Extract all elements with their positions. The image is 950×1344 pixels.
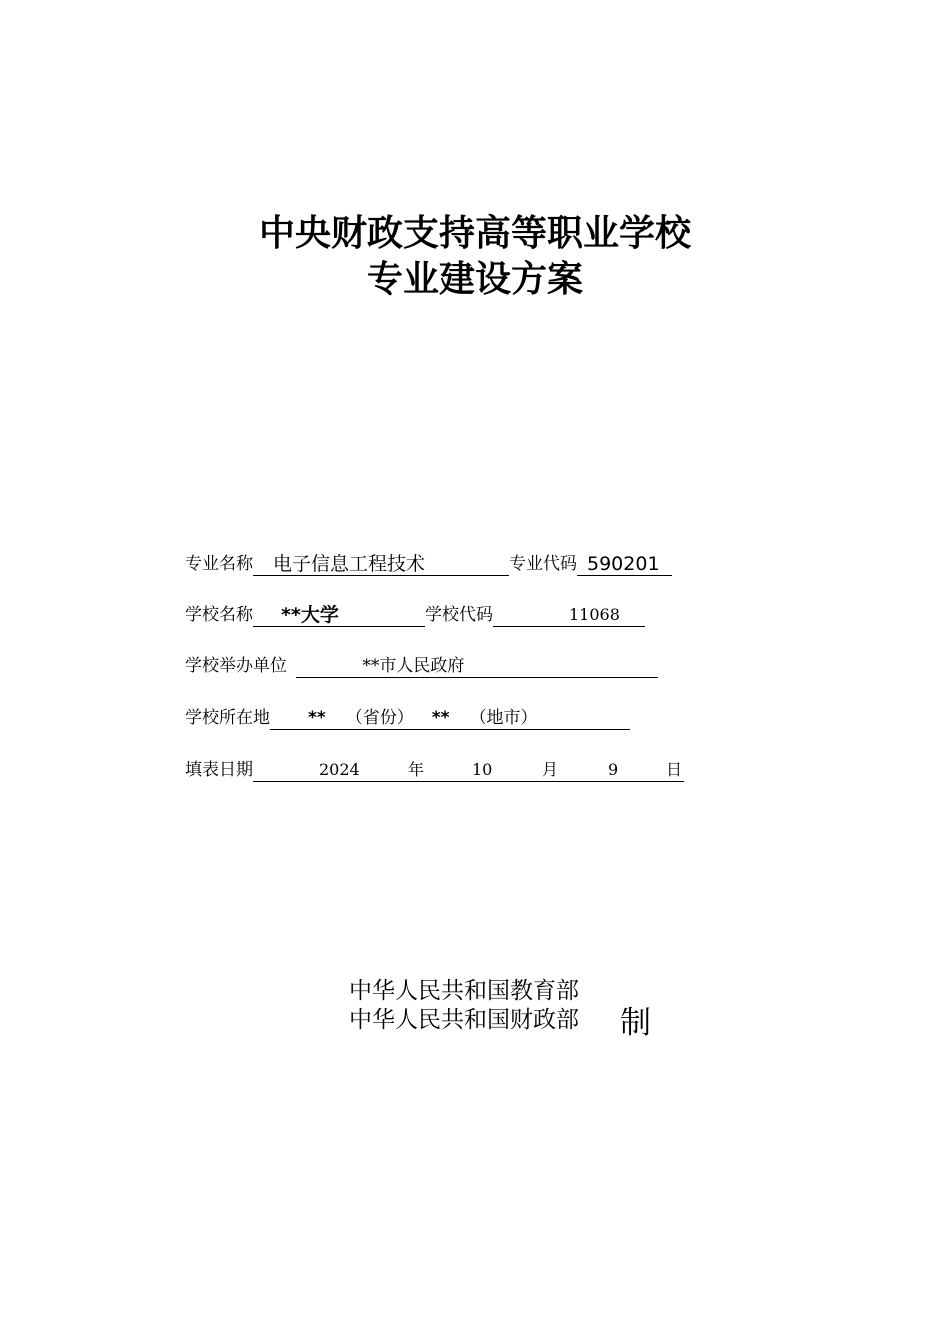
province-unit: （省份）	[345, 708, 414, 728]
location-label: 学校所在地	[185, 708, 270, 728]
month-unit: 月	[542, 760, 559, 779]
major-name-label: 专业名称	[185, 554, 253, 574]
city-unit: （地市）	[469, 708, 538, 728]
sponsor-value: **市人民政府	[362, 656, 465, 676]
province-value: **	[308, 708, 326, 728]
school-code-label: 学校代码	[425, 605, 493, 625]
document-title-line-1: 中央财政支持高等职业学校	[258, 212, 691, 254]
location-row	[185, 706, 630, 730]
sponsor-field	[296, 655, 658, 678]
school-code-value: 11068	[569, 605, 620, 624]
location-field	[270, 707, 630, 730]
major-code-label: 专业代码	[509, 554, 577, 574]
date-label: 填表日期	[185, 760, 253, 780]
city-value: **	[431, 708, 450, 728]
date-row	[185, 758, 684, 782]
issuer-suffix: 制	[620, 1005, 651, 1041]
school-name-value: **大学	[281, 604, 339, 626]
issuer-line-2: 中华人民共和国财政部	[349, 1007, 579, 1033]
school-row	[185, 603, 645, 627]
year-value: 2024	[319, 760, 360, 779]
major-name-value: 电子信息工程技术	[273, 553, 426, 575]
month-value: 10	[472, 760, 493, 779]
major-code-value: 590201	[587, 553, 660, 575]
major-name-field	[253, 553, 509, 576]
major-code-field	[577, 553, 672, 576]
school-code-field	[493, 604, 645, 627]
day-value: 9	[608, 760, 619, 779]
date-field	[253, 759, 684, 782]
school-name-label: 学校名称	[185, 605, 253, 625]
sponsor-row	[185, 654, 658, 678]
major-row	[185, 552, 672, 576]
document-title-line-2: 专业建设方案	[366, 258, 583, 300]
sponsor-label: 学校举办单位	[185, 656, 287, 676]
issuer-line-1: 中华人民共和国教育部	[349, 978, 579, 1004]
year-unit: 年	[408, 760, 425, 779]
day-unit: 日	[666, 760, 683, 779]
school-name-field	[253, 604, 425, 627]
